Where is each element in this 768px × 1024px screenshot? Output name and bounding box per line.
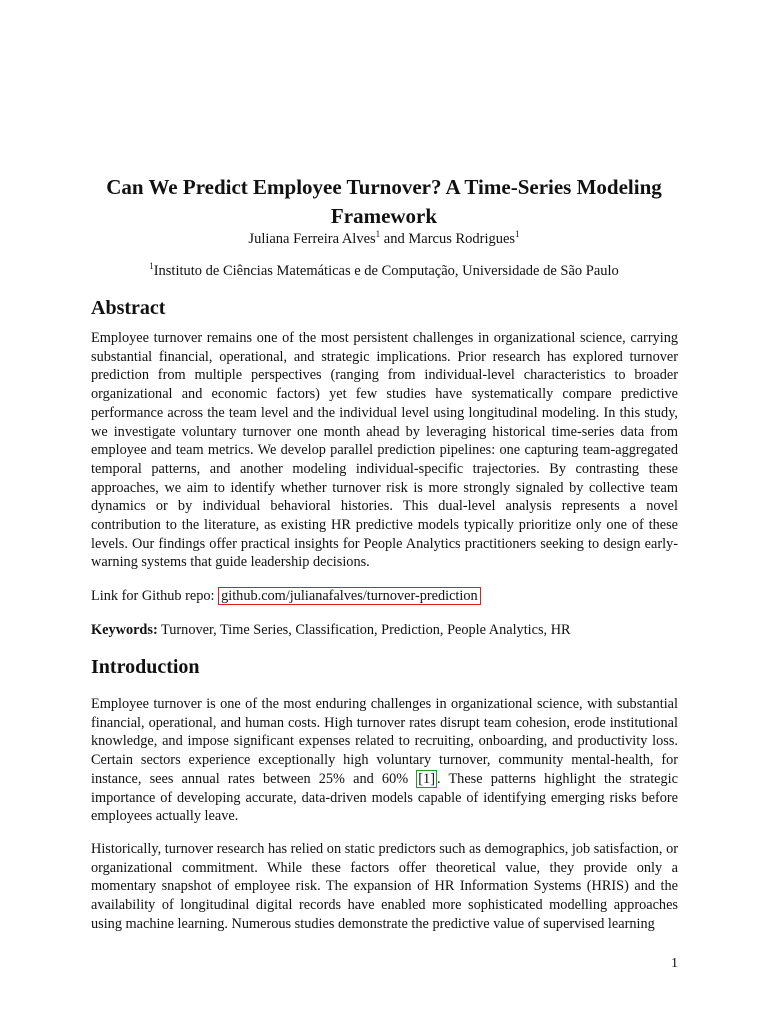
author-conjunction: and <box>383 231 405 247</box>
intro-paragraph-2: Historically, turnover research has relied on static predictors such as demographics, job satisfaction, or organizational commitment. While these factors offer theoretical value, they provide only a momentary snapshot of employee risk. The expansion of HR Information Systems (HRIS) and the availability of longitudinal digital records have enabled more sophisticated modelling approaches using machine learning. Numerous studies demonstrate the predictive value of supervised learning <box>91 841 678 932</box>
abstract-heading: Abstract <box>91 297 166 319</box>
affiliation-line <box>84 262 684 280</box>
github-repo-label: Link for Github repo: <box>91 588 215 604</box>
keywords-label: Keywords: <box>91 622 158 638</box>
author-line <box>84 230 684 248</box>
affiliation-mark: 1 <box>149 261 154 272</box>
paper-title: Can We Predict Employee Turnover? A Time-Series Modeling Framework <box>106 175 662 229</box>
intro-paragraph-1 <box>91 695 678 826</box>
author-name: Juliana Ferreira Alves <box>248 231 376 247</box>
citation-link[interactable]: [1] <box>418 770 435 787</box>
author-name: Marcus Rodrigues <box>408 231 516 247</box>
page-number: 1 <box>671 956 678 971</box>
intro-paragraph-1-text-end: . These patterns highlight the strategic importance of developing accurate, data-driven models capable of identifying emerging risks before employees actually leave. <box>91 770 678 825</box>
introduction-heading: Introduction <box>91 656 200 678</box>
github-repo-link[interactable]: github.com/julianafalves/turnover-prediction <box>218 587 481 605</box>
keywords-text: Turnover, Time Series, Classification, Prediction, People Analytics, HR <box>161 622 571 638</box>
affiliation-text: Instituto de Ciências Matemáticas e de Computação, Universidade de São Paulo <box>153 263 619 279</box>
intro-paragraph-1-text: Employee turnover is one of the most enduring challenges in organizational science, with substantial financial, operational, and human costs. High turnover rates disrupt team cohesion, erode institutional knowledge, and impose significant expenses related to recruiting, onboarding, and productivity loss. Certain sectors experience exceptionally high voluntary turnover, community mental-health, for instance, sees annual rates between 25% and 60% <box>91 696 678 787</box>
abstract-body: Employee turnover remains one of the most persistent challenges in organizational science, carrying substantial financial, operational, and strategic implications. Prior research has explored turnover prediction from multiple perspectives (ranging from individual-level characteristics to broader organizational and economic factors) yet few studies have systematically compare predictive performance across the team level and the individual level using longitudinal modeling. In this study, we investigate voluntary turnover one month ahead by leveraging historical time-series data from employee and team metrics. We develop parallel prediction pipelines: one capturing team-aggregated temporal patterns, and another modeling individual-specific trajectories. By contrasting these approaches, we aim to identify whether turnover risk is more strongly signaled by collective team dynamics or by individual behavioral histories. This dual-level analysis represents a novel contribution to the literature, as existing HR predictive models typically prioritize only one of these levels. Our findings offer practical insights for People Analytics practitioners seeking to design early-warning systems that guide leadership decisions. <box>91 330 678 571</box>
affiliation-mark: 1 <box>375 229 381 240</box>
github-repo-line <box>91 587 678 606</box>
affiliation-mark: 1 <box>515 229 520 240</box>
keywords-line <box>91 621 678 640</box>
